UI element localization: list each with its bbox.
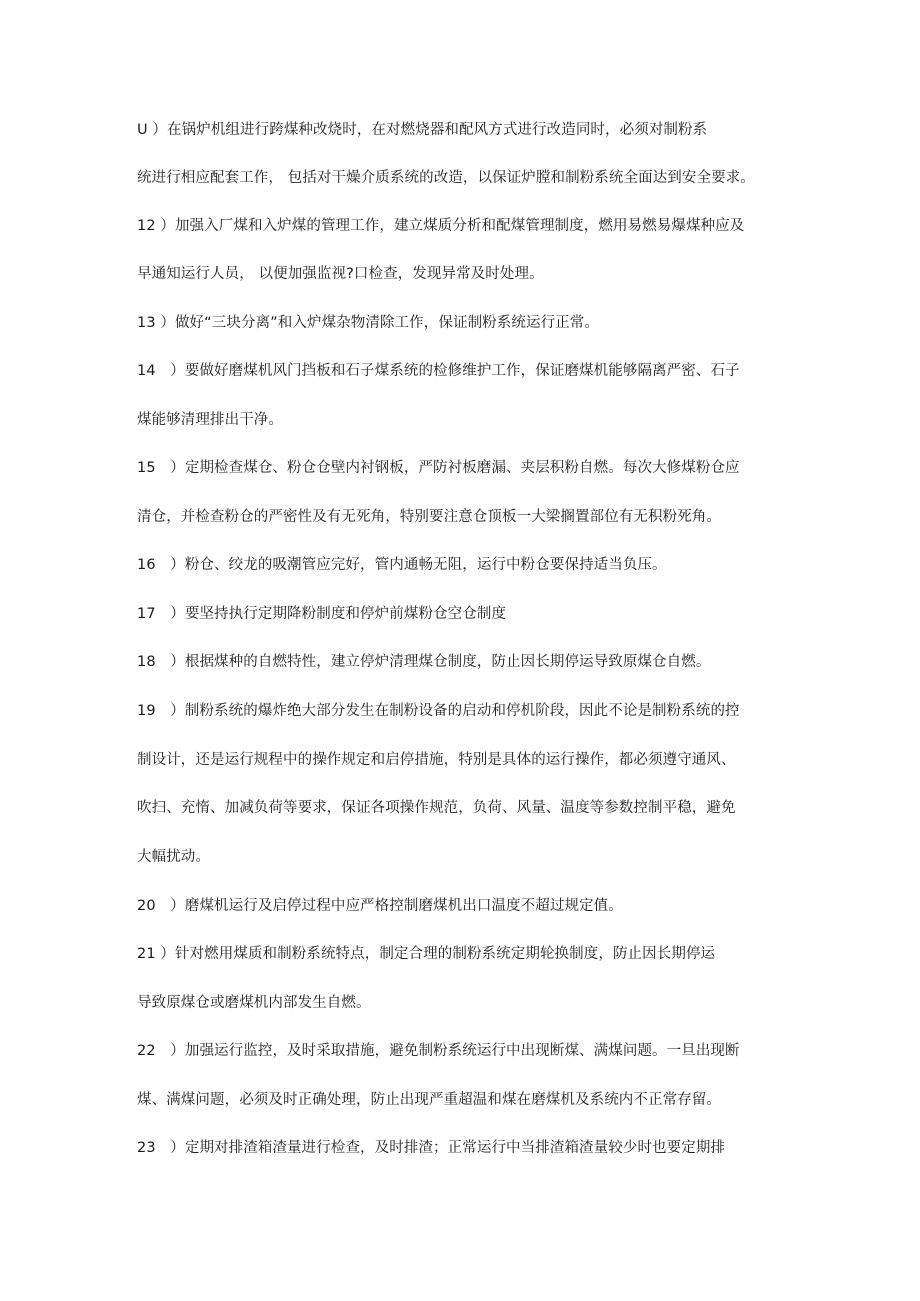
text-line: 清仓，并检查粉仓的严密性及有无死角，特别要注意仓顶板一大梁搁置部位有无积粉死角。 (137, 509, 721, 525)
text-line: 14 ）要做好磨煤机风门挡板和石子煤系统的检修维护工作，保证磨煤机能够隔离严密、石子 (137, 363, 740, 379)
text-line: 15 ）定期检查煤仓、粉仓仓壁内衬钢板，严防衬板磨漏、夹层积粉自燃。每次大修煤粉仓应 (137, 460, 740, 476)
text-line: 导致原煤仓或磨煤机内部发生自燃。 (137, 995, 371, 1011)
text-line: 煤能够清理排出干净。 (137, 412, 283, 428)
text-line: 13 ）做好“三块分离”和入炉煤杂物清除工作，保证制粉系统运行正常。 (137, 315, 599, 331)
text-line: 统进行相应配套工作， 包括对干燥介质系统的改造，以保证炉膛和制粉系统全面达到安全要求。 (137, 170, 755, 186)
text-line: 19 ）制粉系统的爆炸绝大部分发生在制粉设备的启动和停机阶段，因此不论是制粉系统的控 (137, 703, 740, 719)
text-line: U ）在锅炉机组进行跨煤种改烧时，在对燃烧器和配风方式进行改造同时，必须对制粉系 (137, 122, 708, 138)
text-line: 制设计，还是运行规程中的操作规定和启停措施，特别是具体的运行操作，都必须遵守通风、 (137, 752, 736, 768)
text-line: 21 ）针对燃用煤质和制粉系统特点，制定合理的制粉系统定期轮换制度，防止因长期停运 (137, 946, 716, 962)
text-line: 18 ）根据煤种的自燃特性，建立停炉清理煤仓制度，防止因长期停运导致原煤仓自燃。 (137, 654, 711, 670)
text-line: 17 ）要坚持执行定期降粉制度和停炉前煤粉仓空仓制度 (137, 606, 507, 622)
text-line: 22 ）加强运行监控，及时采取措施，避免制粉系统运行中出现断煤、满煤问题。一旦出现断 (137, 1043, 740, 1059)
text-line: 煤、满煤问题，必须及时正确处理，防止出现严重超温和煤在磨煤机及系统内不正常存留。 (137, 1092, 721, 1108)
text-line: 16 ）粉仓、绞龙的吸潮管应完好，管内通畅无阻，运行中粉仓要保持适当负压。 (137, 557, 667, 573)
text-line: 12 ）加强入厂煤和入炉煤的管理工作，建立煤质分析和配煤管理制度，燃用易燃易爆煤种应及 (137, 218, 745, 234)
text-line: 20 ）磨煤机运行及启停过程中应严格控制磨煤机出口温度不超过规定值。 (137, 898, 623, 914)
text-line: 大幅扰动。 (137, 849, 210, 865)
text-line: 早通知运行人员， 以便加强监视?口检查，发现异常及时处理。 (137, 266, 544, 282)
text-line: 吹扫、充惰、加减负荷等要求，保证各项操作规范，负荷、风量、温度等参数控制平稳，避免 (137, 800, 736, 816)
text-line: 23 ）定期对排渣箱渣量进行检查，及时排渣；正常运行中当排渣箱渣量较少时也要定期排 (137, 1140, 726, 1156)
